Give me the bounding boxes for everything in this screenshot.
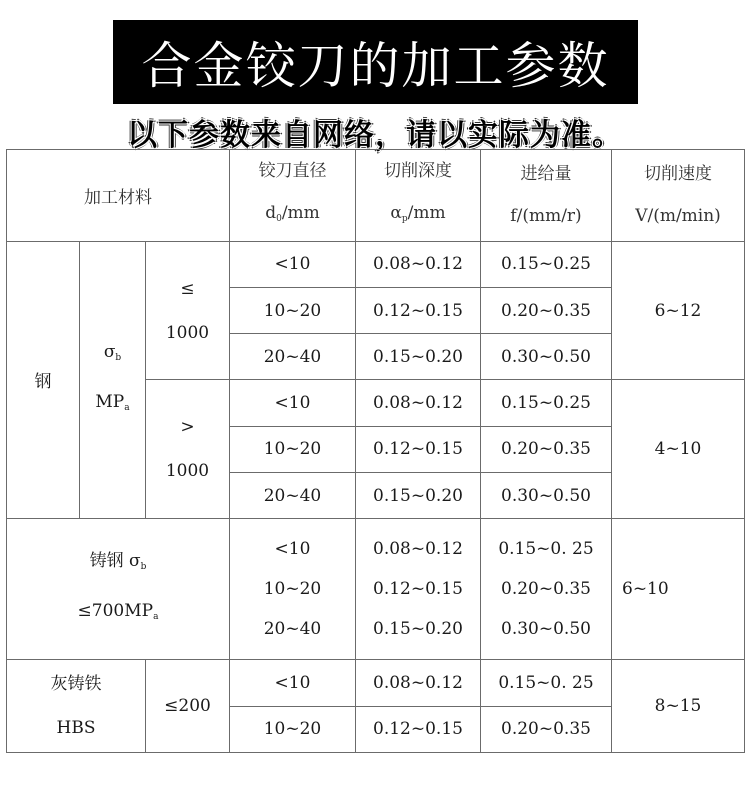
diameter-cell: <10 bbox=[230, 660, 356, 706]
diameter-cell: 20~40 bbox=[230, 473, 356, 519]
depth-cell: 0.12~0.15 bbox=[356, 426, 481, 472]
diameter-cell: <10 bbox=[230, 380, 356, 426]
feed-cell: 0.15~0.25 bbox=[481, 241, 612, 287]
diameter-cell: <10 bbox=[230, 241, 356, 287]
header-row bbox=[7, 150, 745, 242]
feed-cell: 0.30~0.50 bbox=[481, 334, 612, 380]
feed-cell: 0.20~0.35 bbox=[481, 426, 612, 472]
speed-cell: 6~12 bbox=[612, 241, 745, 380]
table-row bbox=[7, 519, 745, 660]
header-depth: 切削深度 $\alpha_p/mm$ bbox=[356, 150, 481, 242]
depth-cell: 0.15~0.20 bbox=[356, 334, 481, 380]
gray-iron-label: 灰铸铁 HBS bbox=[7, 660, 146, 753]
feed-cell: 0.15~0.25 bbox=[481, 380, 612, 426]
steel-label: 钢 bbox=[7, 241, 80, 519]
depth-cell: 0.15~0.20 bbox=[356, 473, 481, 519]
header-diameter: 铰刀直径 $d_0/mm$ bbox=[230, 150, 356, 242]
depth-cell: 0.08~0.12 bbox=[356, 241, 481, 287]
diameter-cell: 10~20 bbox=[230, 287, 356, 333]
steel-condition-le1000: ≤ 1000 bbox=[146, 241, 230, 380]
feed-cell: 0.30~0.50 bbox=[481, 473, 612, 519]
feed-cell: 0.20~0.35 bbox=[481, 706, 612, 752]
disclaimer-subtitle: 以下参数来自网络，请以实际为准。 bbox=[127, 118, 623, 153]
feed-cell: 0.15~0. 25 bbox=[481, 660, 612, 706]
depth-cell: 0.08~0.12 bbox=[356, 380, 481, 426]
table-row bbox=[7, 660, 745, 706]
depth-cell: 0.12~0.15 bbox=[356, 287, 481, 333]
table-row bbox=[7, 241, 745, 287]
cast-steel-label: 铸钢 $\sigma_b$ $\le 700MP_a$ bbox=[7, 519, 230, 660]
page-title: 合金铰刀的加工参数 bbox=[113, 20, 638, 104]
steel-condition-gt1000: > 1000 bbox=[146, 380, 230, 519]
steel-strength: $\sigma_b$ $MP_a$ bbox=[80, 241, 146, 519]
depth-cell: 0.12~0.15 bbox=[356, 706, 481, 752]
diameter-cell: 10~20 bbox=[230, 706, 356, 752]
header-material: 加工材料 bbox=[7, 150, 230, 242]
feed-cell: 0.20~0.35 bbox=[481, 287, 612, 333]
cast-steel-diameters: <10 10~20 20~40 bbox=[230, 519, 356, 660]
gray-iron-condition: ≤200 bbox=[146, 660, 230, 753]
cast-steel-feeds: 0.15~0. 25 0.20~0.35 0.30~0.50 bbox=[481, 519, 612, 660]
cast-steel-depths: 0.08~0.12 0.12~0.15 0.15~0.20 bbox=[356, 519, 481, 660]
depth-cell: 0.08~0.12 bbox=[356, 660, 481, 706]
diameter-cell: 20~40 bbox=[230, 334, 356, 380]
speed-cell: 8~15 bbox=[612, 660, 745, 753]
reamer-parameters-table bbox=[6, 149, 745, 753]
diameter-cell: 10~20 bbox=[230, 426, 356, 472]
header-speed: 切削速度 V/(m/min) bbox=[612, 150, 745, 242]
speed-cell: 6~10 bbox=[612, 519, 745, 660]
speed-cell: 4~10 bbox=[612, 380, 745, 519]
header-feed: 进给量 f/(mm/r) bbox=[481, 150, 612, 242]
